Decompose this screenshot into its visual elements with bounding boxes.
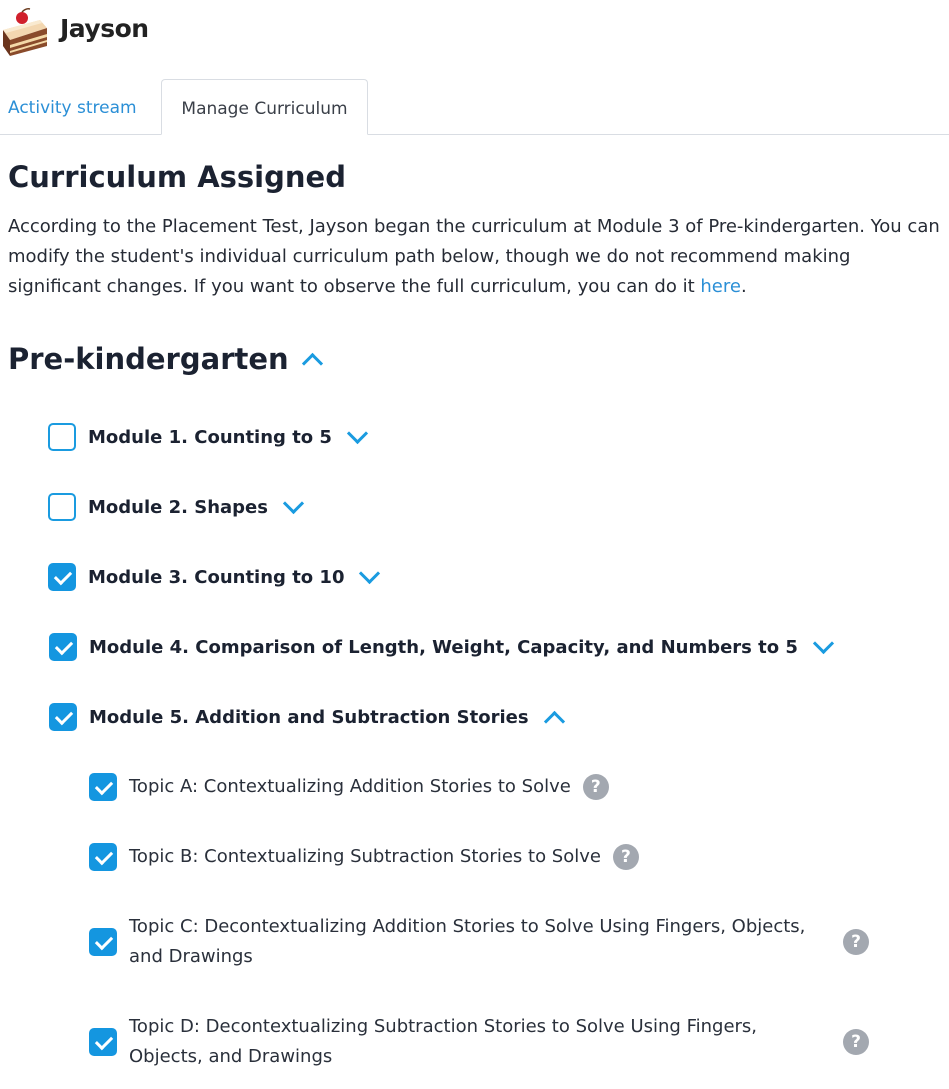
module-5-label: Module 5. Addition and Subtraction Stories <box>89 706 529 728</box>
header <box>0 0 949 66</box>
module-2-checkbox[interactable] <box>48 493 76 521</box>
topic-d-label: Topic D: Decontextualizing Subtraction Stories to Solve Using Fingers, Objects, and Drawings <box>129 1016 758 1067</box>
topic-row <box>89 842 639 872</box>
topic-row <box>89 1012 869 1072</box>
module-5-checkbox[interactable] <box>49 703 77 731</box>
module-3-checkbox[interactable] <box>48 563 76 591</box>
curriculum-description <box>8 212 946 302</box>
topic-c-checkbox[interactable] <box>89 928 117 956</box>
tab-activity-stream[interactable]: Activity stream <box>8 98 137 118</box>
grade-label: Pre-kindergarten <box>8 342 289 376</box>
topic-c-label: Topic C: Decontextualizing Addition Stories to Solve Using Fingers, Objects, and Drawings <box>129 916 806 967</box>
topic-b-label: Topic B: Contextualizing Subtraction Stories to Solve <box>129 846 601 867</box>
description-text: According to the Placement Test, Jayson began the curriculum at Module 3 of Pre-kindergarten. You can modify the student's individual curriculum path below, though we do not recommend making significant changes. If you want to observe the full curriculum, you can do it <box>8 216 940 297</box>
module-1-checkbox[interactable] <box>48 423 76 451</box>
description-end: . <box>740 276 747 297</box>
question-circle-icon[interactable]: ? <box>843 929 869 955</box>
chevron-down-icon[interactable] <box>347 422 368 443</box>
module-row <box>48 563 377 591</box>
topic-b-checkbox[interactable] <box>89 843 117 871</box>
student-name: Jayson <box>60 14 149 43</box>
page-title: Curriculum Assigned <box>8 160 346 194</box>
question-circle-icon[interactable]: ? <box>613 844 639 870</box>
topic-a-label: Topic A: Contextualizing Addition Stories to Solve <box>129 776 571 797</box>
module-row <box>49 633 831 661</box>
module-row <box>49 703 562 731</box>
chevron-up-icon[interactable] <box>543 710 564 731</box>
topic-row <box>89 772 609 802</box>
module-1-label: Module 1. Counting to 5 <box>88 426 332 448</box>
full-curriculum-link[interactable]: here <box>700 276 741 297</box>
grade-heading <box>8 342 320 376</box>
tab-bar <box>0 79 949 135</box>
topic-a-checkbox[interactable] <box>89 773 117 801</box>
chevron-down-icon[interactable] <box>813 632 834 653</box>
module-row <box>48 423 365 451</box>
module-row <box>48 493 301 521</box>
module-3-label: Module 3. Counting to 10 <box>88 566 345 588</box>
question-circle-icon[interactable]: ? <box>843 1029 869 1055</box>
module-2-label: Module 2. Shapes <box>88 496 268 518</box>
module-4-label: Module 4. Comparison of Length, Weight, Capacity, and Numbers to 5 <box>89 636 798 658</box>
module-4-checkbox[interactable] <box>49 633 77 661</box>
question-circle-icon[interactable]: ? <box>583 774 609 800</box>
chevron-up-icon[interactable] <box>302 352 323 373</box>
topic-row <box>89 912 869 972</box>
cake-slice-icon <box>0 8 50 56</box>
tab-manage-curriculum[interactable]: Manage Curriculum <box>161 79 368 135</box>
topic-d-checkbox[interactable] <box>89 1028 117 1056</box>
chevron-down-icon[interactable] <box>283 492 304 513</box>
chevron-down-icon[interactable] <box>359 562 380 583</box>
